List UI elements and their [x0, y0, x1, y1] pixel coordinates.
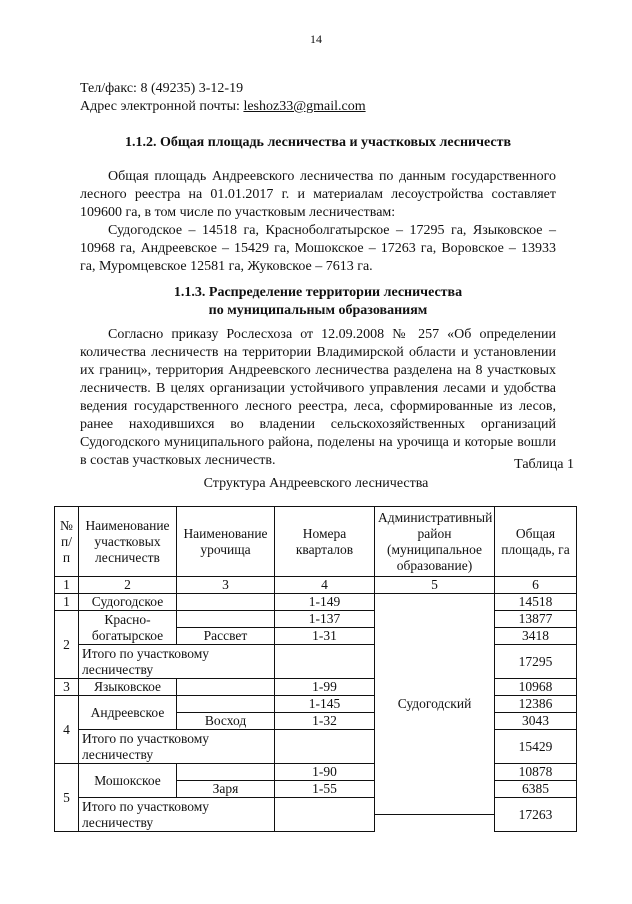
- table-header-row: [55, 507, 577, 577]
- area: 3418: [495, 628, 577, 645]
- total-quarters: [275, 645, 375, 679]
- tract-name: [177, 764, 275, 781]
- row-number: 4: [55, 696, 79, 764]
- section-113-heading-line2: по муниципальным образованиям: [208, 303, 428, 318]
- total-row: [55, 730, 577, 747]
- row-number: 3: [55, 679, 79, 696]
- total-row: [55, 645, 577, 662]
- page-number: 14: [310, 32, 322, 46]
- header-tract: Наименование урочища: [177, 507, 275, 577]
- header-num: № п/п: [55, 507, 79, 577]
- section-112-heading: 1.1.2. Общая площадь лесничества и участковых лесничеств: [124, 135, 512, 150]
- phone-line: Тел/факс: 8 (49235) 3-12-19: [80, 81, 244, 96]
- quarters: 1-149: [275, 594, 375, 611]
- header-forestry: Наименование участковых лесничеств: [79, 507, 177, 577]
- tract-name: [177, 696, 275, 713]
- table-row: [55, 679, 577, 696]
- tract-name: Рассвет: [177, 628, 275, 645]
- forestry-name: Красно-богатырское: [79, 611, 177, 645]
- section-113-paragraph: Согласно приказу Рослесхоза от 12.09.2008 № 257 «Об определении количества лесничеств на территории Владимирской области и установлении их границ», территория Андреевского лесничества разделена на 8 участковых лесничеств. В целях организации устойчивого управления лесами и удобства ведения государственного лесного реестра, леса, сформированные из лесов, ранее находившихся во владении сельскохозяйственных организаций Судогодского муниципального района, поделены на урочища и которые вошли в состав участковых лесничеств.: [80, 327, 556, 468]
- quarters: 1-137: [275, 611, 375, 628]
- total-area: 15429: [495, 730, 577, 764]
- table-row: [55, 696, 577, 713]
- table-title: Структура Андреевского лесничества: [203, 476, 429, 491]
- quarters: 1-90: [275, 764, 375, 781]
- total-area: 17263: [495, 798, 577, 832]
- col-number: 5: [375, 577, 495, 594]
- structure-table: [54, 506, 577, 832]
- section-113-heading: [80, 284, 556, 320]
- total-quarters: [275, 730, 375, 764]
- col-number: 6: [495, 577, 577, 594]
- section-112-paragraph-1: Общая площадь Андреевского лесничества по данным государственного лесного реестра на 01.01.2017 г. и материалам лесоустройства составляет 109600 га, в том числе по участковым лесничествам:: [80, 169, 556, 220]
- total-label: Итого по участковому лесничеству: [79, 798, 275, 832]
- row-number: 2: [55, 611, 79, 679]
- total-label: Итого по участковому лесничеству: [79, 645, 275, 679]
- quarters: 1-145: [275, 696, 375, 713]
- area: 12386: [495, 696, 577, 713]
- area: 10968: [495, 679, 577, 696]
- area: 6385: [495, 781, 577, 798]
- col-number: 1: [55, 577, 79, 594]
- area: 14518: [495, 594, 577, 611]
- district-cell: Судогодский: [375, 594, 495, 815]
- header-quarters: Номера кварталов: [275, 507, 375, 577]
- forestry-name: Языковское: [79, 679, 177, 696]
- total-quarters: [275, 798, 375, 832]
- email-line: [80, 98, 556, 116]
- table-row: [55, 764, 577, 781]
- table-caption: Таблица 1: [514, 457, 574, 472]
- table-row: [55, 611, 577, 628]
- area: 10878: [495, 764, 577, 781]
- row-number: 1: [55, 594, 79, 611]
- quarters: 1-55: [275, 781, 375, 798]
- col-number: 4: [275, 577, 375, 594]
- total-area: 17295: [495, 645, 577, 679]
- column-number-row: [55, 577, 577, 594]
- quarters: 1-32: [275, 713, 375, 730]
- header-district: Административный район (муниципальное образование): [375, 507, 495, 577]
- col-number: 3: [177, 577, 275, 594]
- area: 13877: [495, 611, 577, 628]
- tract-name: [177, 611, 275, 628]
- section-112-paragraph-2: Судогодское – 14518 га, Красноболгатырское – 17295 га, Языковское – 10968 га, Андреевское – 15429 га, Мошокское – 17263 га, Воровское – 13933 га, Муромцевское 12581 га, Жуковское – 7613 га.: [80, 223, 556, 274]
- forestry-name: Мошокское: [79, 764, 177, 798]
- tract-name: [177, 594, 275, 611]
- tract-name: Восход: [177, 713, 275, 730]
- row-number: 5: [55, 764, 79, 832]
- forestry-name: Судогодское: [79, 594, 177, 611]
- tract-name: [177, 679, 275, 696]
- contacts-block: [80, 80, 556, 116]
- tract-name: Заря: [177, 781, 275, 798]
- area: 3043: [495, 713, 577, 730]
- header-area: Общая площадь, га: [495, 507, 577, 577]
- email-link[interactable]: leshoz33@gmail.com: [243, 99, 366, 114]
- quarters: 1-31: [275, 628, 375, 645]
- email-label: Адрес электронной почты:: [80, 99, 244, 114]
- col-number: 2: [79, 577, 177, 594]
- table-row: [55, 594, 577, 611]
- total-label: Итого по участковому лесничеству: [79, 730, 275, 764]
- total-row: [55, 798, 577, 815]
- quarters: 1-99: [275, 679, 375, 696]
- section-113-heading-line1: 1.1.3. Распределение территории лесничества: [173, 285, 463, 300]
- forestry-name: Андреевское: [79, 696, 177, 730]
